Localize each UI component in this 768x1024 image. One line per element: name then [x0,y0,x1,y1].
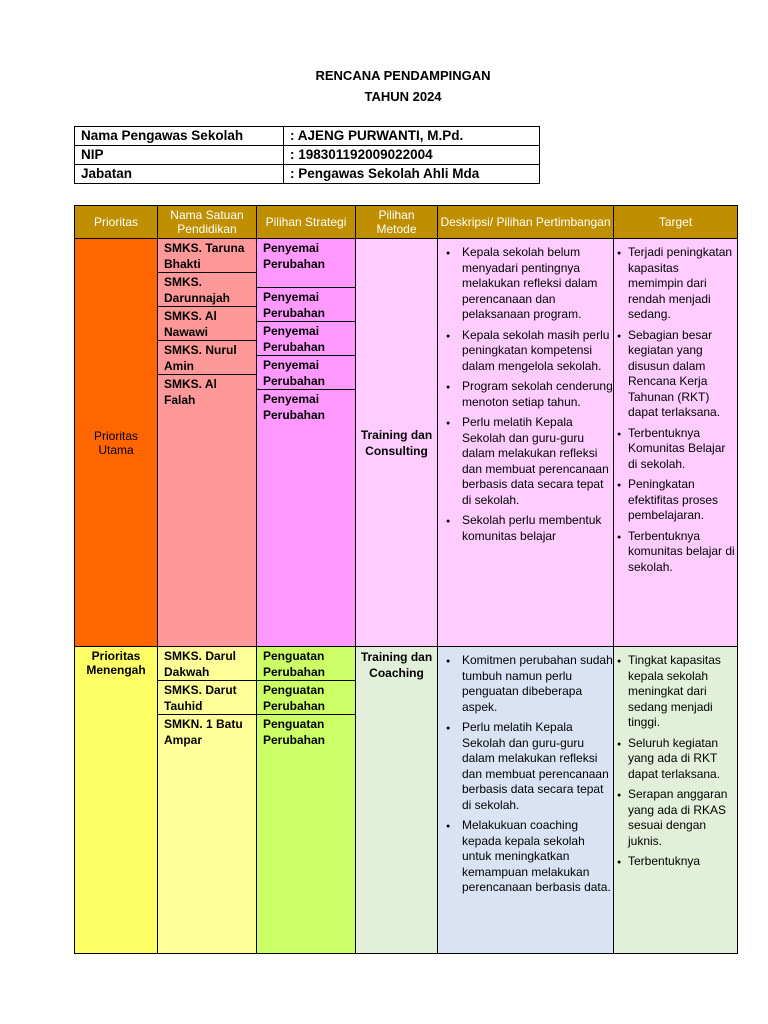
header-metode: Pilihan Metode [356,206,438,239]
description-item: ● Kepala sekolah masih perlu peningkatan kompetensi dalam mengelola sekolah. [438,328,613,375]
description-item: ● Melakukuan coaching kepada kepala sekolah untuk meningkatkan kemampuan melakukan perencanaan berbasis data. [438,818,613,896]
strategy-item: Penyemai Perubahan [257,239,355,288]
target-item: ● Serapan anggaran yang ada di RKAS sesuai dengan juknis. [614,787,737,849]
info-value: : 198301192009022004 [284,146,540,165]
target-item: ● Terbentuknya Komunitas Belajar di sekolah. [614,426,737,473]
target-item: ● Terjadi peningkatan kapasitas memimpin dari rendah menjadi sedang. [614,245,737,323]
strategy-item: Penyemai Perubahan [257,322,355,356]
school-item: SMKS. Darunnajah [158,273,256,307]
description-cell [438,647,614,954]
description-item: ● Kepala sekolah belum menyadari pentingnya melakukan refleksi dalam perencanaan dan pelaksanaan program. [438,245,613,323]
target-cell [614,647,738,954]
document-year: TAHUN 2024 [364,89,442,104]
strategy-cell [257,647,356,954]
info-row [75,146,540,165]
target-item: ● Terbentuknya komunitas belajar di sekolah. [614,529,737,576]
info-label: Jabatan [75,165,284,184]
table-row [75,239,738,647]
target-item: ● Tingkat kapasitas kepala sekolah meningkat dari sedang menjadi tinggi. [614,653,737,731]
info-row [75,165,540,184]
schools-cell [158,239,257,647]
description-item: ● Perlu melatih Kepala Sekolah dan guru-guru dalam melakukan refleksi dan membuat perencanaan berbasis data secara tepat di sekolah. [438,720,613,813]
school-item: SMKS. Nurul Amin [158,341,256,375]
description-item: ● Program sekolah cenderung menoton setiap tahun. [438,379,613,410]
school-item: SMKN. 1 Batu Ampar [164,717,243,747]
schools-cell [158,647,257,954]
priority-label: Prioritas Menengah [86,649,146,677]
description-cell [438,239,614,647]
assistance-plan-table [74,205,738,954]
strategy-item: Penguatan Perubahan [257,681,355,715]
strategy-item: Penguatan Perubahan [263,717,326,747]
info-label: Nama Pengawas Sekolah [75,127,284,146]
table-row [75,647,738,954]
strategy-item: Penyemai Perubahan [263,392,326,422]
document-title: RENCANA PENDAMPINGAN [315,68,491,83]
school-item: SMKS. Darul Dakwah [158,647,256,681]
officer-info-table [74,126,540,184]
method-cell [356,239,438,647]
school-item: SMKS. Taruna Bhakti [158,239,256,273]
info-value: : Pengawas Sekolah Ahli Mda [284,165,540,184]
header-strategi: Pilihan Strategi [257,206,356,239]
target-cell [614,239,738,647]
info-value: : AJENG PURWANTI, M.Pd. [284,127,540,146]
priority-label: Prioritas Utama [93,428,138,457]
description-item: ● Perlu melatih Kepala Sekolah dan guru-guru dalam melakukan refleksi dan membuat perencanaan berbasis data secara tepat di sekolah. [438,415,613,508]
header-deskripsi: Deskripsi/ Pilihan Pertimbangan [438,206,614,239]
method-cell [356,647,438,954]
priority-cell [75,239,158,647]
method-label: Training dan Coaching [360,650,433,680]
description-item: ● Sekolah perlu membentuk komunitas belajar [438,513,613,544]
header-prioritas: Prioritas [75,206,158,239]
header-target: Target [614,206,738,239]
header-satuan-pendidikan: Nama Satuan Pendidikan [158,206,257,239]
info-row [75,127,540,146]
strategy-item: Penguatan Perubahan [257,647,355,681]
school-item: SMKS. Al Nawawi [158,307,256,341]
target-item: ● Peningkatan efektifitas proses pembelajaran. [614,477,737,524]
table-header-row [75,206,738,239]
info-label: NIP [75,146,284,165]
target-item: ● Sebagian besar kegiatan yang disusun dalam Rencana Kerja Tahunan (RKT) dapat terlaksana. [614,328,737,421]
strategy-cell [257,239,356,647]
method-label: Training dan Consulting [360,427,433,458]
school-item: SMKS. Darut Tauhid [158,681,256,715]
strategy-item: Penyemai Perubahan [257,288,355,322]
school-item: SMKS. Al Falah [164,377,217,407]
target-item: ● Terbentuknya [614,854,737,870]
description-item: ● Komitmen perubahan sudah tumbuh namun perlu penguatan dibeberapa aspek. [438,653,613,715]
priority-cell [75,647,158,954]
target-item: ● Seluruh kegiatan yang ada di RKT dapat terlaksana. [614,736,737,783]
strategy-item: Penyemai Perubahan [257,356,355,390]
